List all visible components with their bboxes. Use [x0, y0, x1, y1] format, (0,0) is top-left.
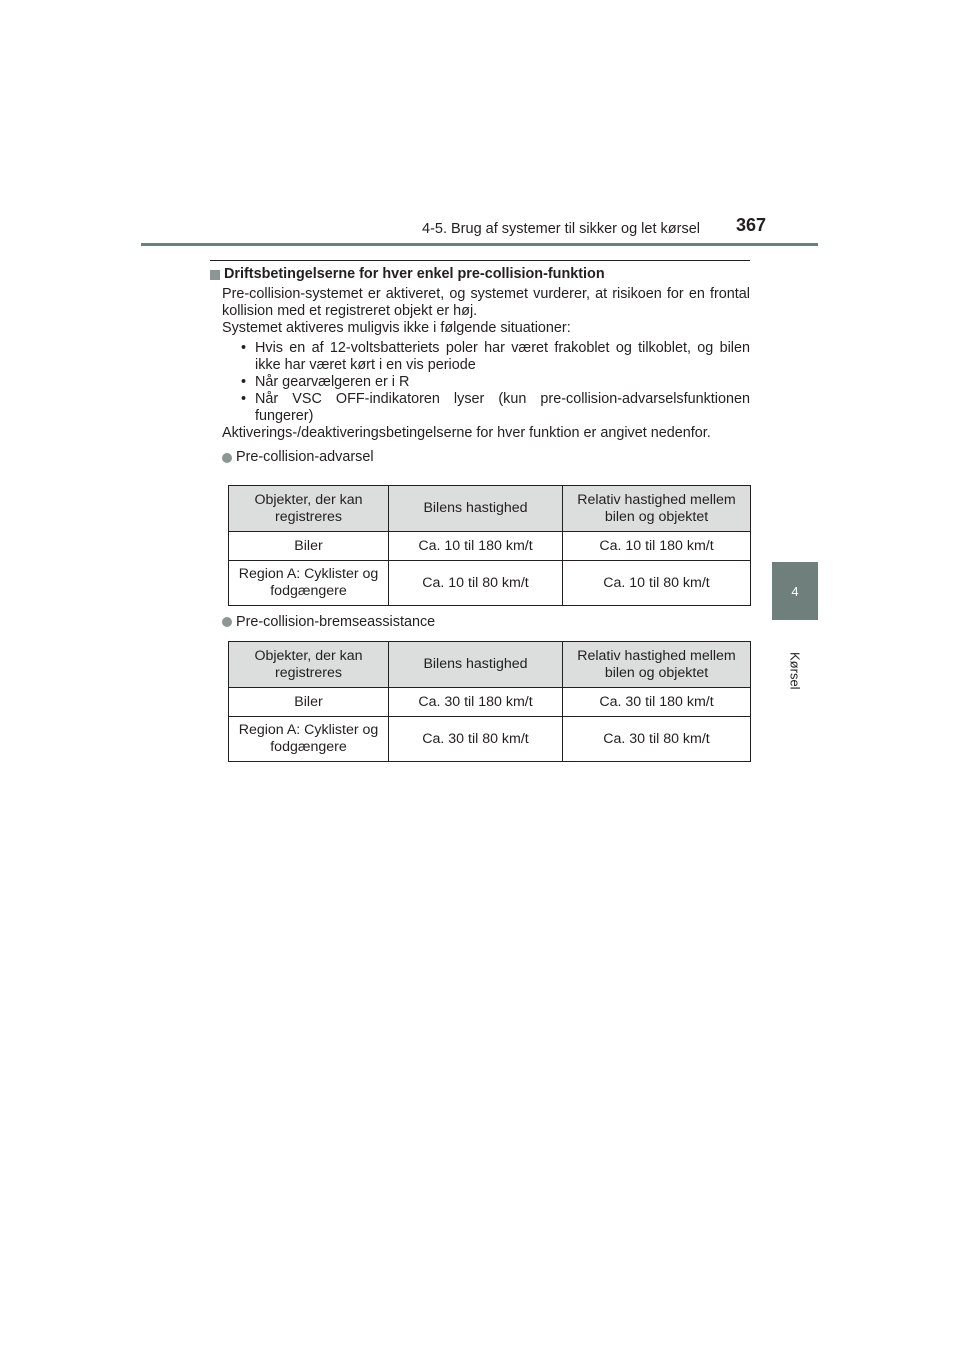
list-item: [222, 374, 750, 391]
list-item-text: Hvis en af 12-voltsbatteriets poler har været frakoblet og tilkoblet, og bilen ikke har været kørt i en vis periode: [255, 340, 750, 373]
table-cell: Ca. 10 til 180 km/t: [563, 532, 751, 561]
situations-list: [222, 340, 750, 425]
intro-paragraph: Pre-collision-systemet er aktiveret, og systemet vurderer, at risikoen for en frontal kollision med et registreret objekt er høj.: [222, 286, 750, 319]
circle-bullet-icon: [222, 453, 232, 463]
brake-assist-conditions-table: [228, 641, 751, 762]
square-bullet-icon: [210, 270, 220, 280]
table-cell: Biler: [229, 688, 389, 717]
header-cell: Objekter, der kan registreres: [229, 642, 389, 688]
header-cell: Bilens hastighed: [389, 486, 563, 532]
table2-heading: [222, 614, 435, 630]
table2-heading-text: Pre-collision-bremseassistance: [236, 614, 436, 630]
table-cell: Region A: Cyklister og fodgængere: [229, 717, 389, 762]
bullet-dot: •: [241, 340, 247, 356]
section-heading: [210, 266, 750, 283]
header-cell: Objekter, der kan registreres: [229, 486, 389, 532]
list-item: [222, 391, 750, 425]
page-number: 367: [736, 215, 767, 235]
bullet-dot: •: [241, 391, 247, 407]
list-item: [222, 340, 750, 374]
table-cell: Ca. 30 til 180 km/t: [389, 688, 563, 717]
situations-intro: Systemet aktiveres muligvis ikke i følgende situationer:: [222, 320, 571, 336]
table-row: [229, 717, 751, 762]
bullet-dot: •: [241, 374, 247, 390]
table-cell: Ca. 10 til 80 km/t: [563, 561, 751, 606]
table-row: [229, 532, 751, 561]
table-cell: Ca. 30 til 180 km/t: [563, 688, 751, 717]
section-rule: [210, 260, 750, 261]
section-heading-text: Driftsbetingelserne for hver enkel pre-collision-funktion: [224, 266, 605, 282]
table1-heading-text: Pre-collision-advarsel: [236, 449, 374, 465]
circle-bullet-icon: [222, 617, 232, 627]
chapter-title: 4-5. Brug af systemer til sikker og let kørsel: [422, 221, 700, 237]
header-cell: Relativ hastighed mellem bilen og objektet: [563, 642, 751, 688]
table-header-row: [229, 642, 751, 688]
chapter-tab[interactable]: 4: [772, 562, 818, 620]
table1-heading: [222, 449, 750, 466]
table-header-row: [229, 486, 751, 532]
header-rule: [141, 243, 818, 246]
table-cell: Ca. 30 til 80 km/t: [563, 717, 751, 762]
table-cell: Biler: [229, 532, 389, 561]
table-row: [229, 688, 751, 717]
table-cell: Ca. 30 til 80 km/t: [389, 717, 563, 762]
chapter-tab-label: Kørsel: [787, 652, 803, 690]
header-cell: Bilens hastighed: [389, 642, 563, 688]
closing-paragraph: Aktiverings-/deaktiveringsbetingelserne for hver funktion er angivet nedenfor.: [222, 425, 711, 441]
list-item-text: Når gearvælgeren er i R: [255, 374, 410, 390]
table-row: [229, 561, 751, 606]
section-content: [210, 266, 750, 466]
section-body: [210, 286, 750, 442]
table-cell: Region A: Cyklister og fodgængere: [229, 561, 389, 606]
table-cell: Ca. 10 til 180 km/t: [389, 532, 563, 561]
table-cell: Ca. 10 til 80 km/t: [389, 561, 563, 606]
warning-conditions-table: [228, 485, 751, 606]
header-cell: Relativ hastighed mellem bilen og objektet: [563, 486, 751, 532]
list-item-text: Når VSC OFF-indikatoren lyser (kun pre-collision-advarselsfunktionen fungerer): [255, 391, 750, 424]
